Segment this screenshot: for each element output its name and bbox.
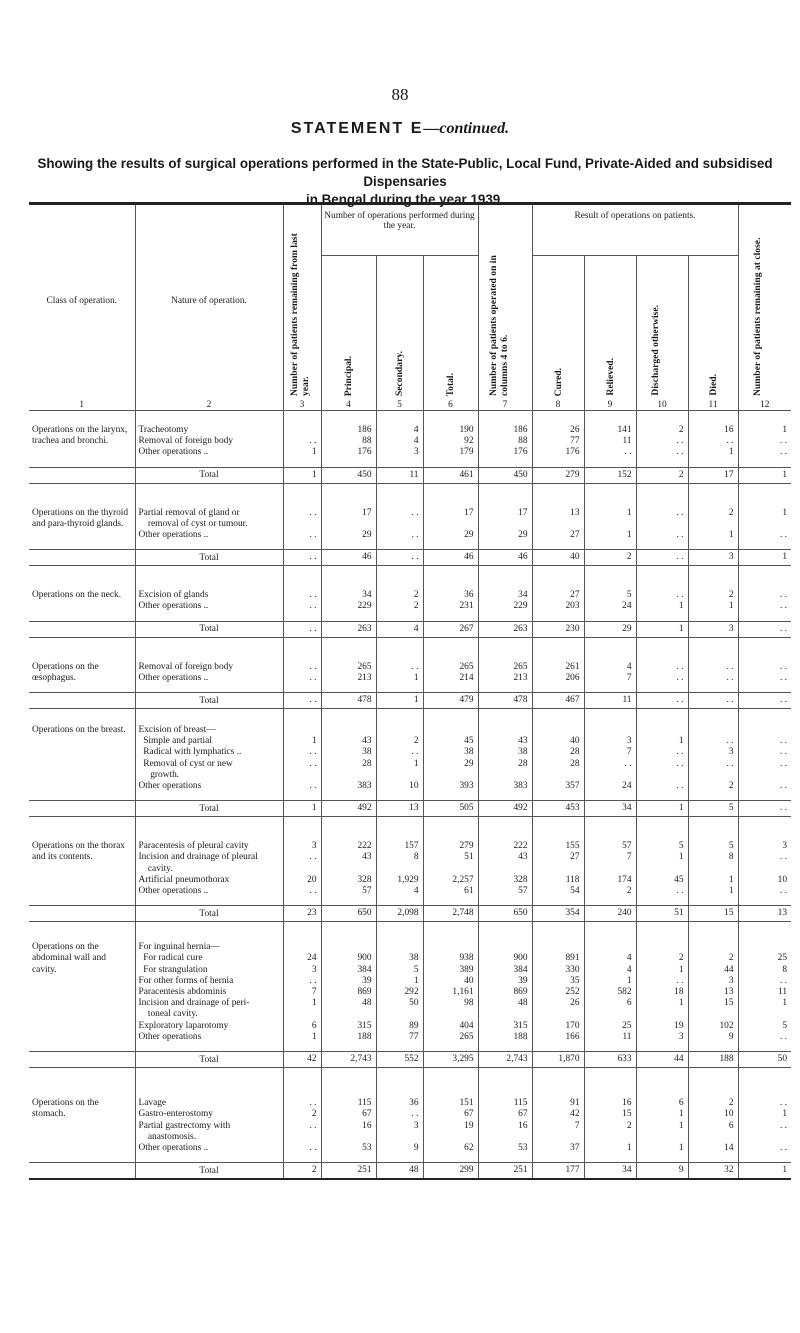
section-total-col-6: 479 [423, 693, 478, 709]
section-values-col-7: 17 29 [478, 508, 532, 542]
section-total-col-9: 633 [584, 1052, 636, 1068]
section-total-col-3: 23 [283, 906, 321, 922]
section-total-col-12: 1 [738, 550, 791, 566]
section-total-row [29, 693, 791, 709]
section-values-col-12: 25 8 . . 11 1 5 . . [777, 953, 788, 1042]
section-values-col-12: 1 . . [779, 507, 788, 541]
section-values-col-6: 279 51 2,257 61 [423, 841, 478, 897]
section-values-col-5: . . . . [376, 508, 423, 542]
column-number-9: 9 [584, 396, 636, 411]
section-total-col-4: 2,743 [321, 1052, 376, 1068]
section-row [29, 425, 791, 459]
section-total-col-11: 188 [688, 1052, 738, 1068]
section-total-col-7: 450 [478, 467, 532, 483]
section-values-col-10: . . . . [636, 508, 688, 542]
section-values-col-5: 2 2 [376, 590, 423, 612]
section-values-col-11: 2 1 [688, 590, 738, 612]
subtitle-line-2: in Bengal during the year 1939. [306, 192, 504, 207]
section-class: Operations on the œsophagus. [29, 662, 135, 684]
table-body [29, 411, 791, 1180]
section-values-col-3: 24 3 . . 7 1 6 1 [283, 942, 321, 1043]
total-label: Total [135, 1052, 283, 1068]
section-total-col-11: 3 [688, 621, 738, 637]
section-values-col-4: 115 67 16 53 [321, 1098, 376, 1154]
section-total-col-6: 2,748 [423, 906, 478, 922]
total-label: Total [135, 467, 283, 483]
section-class: Operations on the thyroid and para-thyroid glands. [29, 508, 135, 542]
section-values-col-9: 141 11 . . [584, 425, 636, 459]
section-values-col-10: 1 . . . . . . [636, 725, 688, 792]
section-values-col-8: 40 28 28 357 [532, 725, 584, 792]
section-total-col-11: 32 [688, 1163, 738, 1180]
header-died: Died. [688, 256, 738, 397]
section-spacer [29, 709, 791, 726]
section-total-col-9: 152 [584, 467, 636, 483]
section-values-col-10: 2 . . . . [636, 425, 688, 459]
section-gap [29, 792, 791, 801]
statement-title-main: STATEMENT E [290, 120, 424, 137]
section-values-col-9: 16 15 2 1 [584, 1098, 636, 1154]
section-total-col-9: 2 [584, 550, 636, 566]
header-total: Total. [423, 256, 478, 397]
section-values-col-11: 5 8 1 1 [688, 841, 738, 897]
column-number-12: 12 [760, 400, 770, 410]
section-total-col-12: 1 [738, 1163, 791, 1180]
section-values-col-5: 36 . . 3 9 [376, 1098, 423, 1154]
section-total-col-3: 1 [283, 801, 321, 817]
section-total-col-12: 13 [738, 906, 791, 922]
section-gap [29, 613, 791, 622]
section-nature: Removal of foreign body Other operations .. [135, 662, 283, 684]
section-spacer [29, 637, 791, 662]
section-total-col-4: 251 [321, 1163, 376, 1180]
statement-title-continued: —continued. [423, 120, 510, 137]
section-values-col-11: 2 10 6 14 [688, 1098, 738, 1154]
section-total-col-10: 2 [636, 467, 688, 483]
section-total-col-8: 467 [532, 693, 584, 709]
section-values-col-9: 5 24 [584, 590, 636, 612]
section-class: Operations on the stomach. [29, 1098, 135, 1154]
section-values-col-6: 17 29 [423, 508, 478, 542]
section-total-col-8: 177 [532, 1163, 584, 1180]
section-values-col-6: 151 67 19 62 [423, 1098, 478, 1154]
section-gap [29, 459, 791, 468]
section-total-col-11: 15 [688, 906, 738, 922]
section-class: Operations on the breast. [29, 725, 135, 792]
section-total-col-10: 51 [636, 906, 688, 922]
total-label: Total [135, 693, 283, 709]
section-values-col-9: 3 7 . . 24 [584, 725, 636, 792]
section-nature: Lavage Gastro-enterostomy Partial gastrectomy with anastomosis. Other operations .. [135, 1098, 283, 1154]
section-total-col-11: . . [688, 693, 738, 709]
header-result-group: Result of operations on patients. [532, 204, 738, 256]
column-number-7: 7 [478, 396, 532, 411]
column-number-8: 8 [532, 396, 584, 411]
section-spacer [29, 817, 791, 842]
section-nature: For inguinal hernia— For radical cure For strangulation For other forms of hernia Paracentesis abdominis Incision and drainage of peri- toneal cavity. Exploratory laparotomy Other operations [135, 942, 283, 1043]
section-values-col-4: 222 43 328 57 [321, 841, 376, 897]
section-values-col-10: . . . . [636, 662, 688, 684]
section-values-col-11: 2 44 3 13 15 102 9 [688, 942, 738, 1043]
section-total-col-5: . . [376, 550, 423, 566]
section-total-col-5: 13 [376, 801, 423, 817]
section-values-col-9: 57 7 174 2 [584, 841, 636, 897]
section-values-col-3: 1 . . . . . . [283, 725, 321, 792]
section-class: Operations on the thorax and its contents. [29, 841, 135, 897]
header-remaining-last-year: Number of patients remaining from last year. [283, 204, 321, 397]
section-total-col-9: 34 [584, 1163, 636, 1180]
section-total-col-5: 48 [376, 1163, 423, 1180]
section-values-col-10: 6 1 1 1 [636, 1098, 688, 1154]
column-number-4: 4 [321, 396, 376, 411]
section-total-col-3: . . [283, 693, 321, 709]
section-total-col-8: 1,870 [532, 1052, 584, 1068]
section-row [29, 841, 791, 897]
section-values-col-12: 1 . . . . [779, 425, 788, 458]
section-total-row [29, 467, 791, 483]
column-number-6: 6 [423, 396, 478, 411]
section-total-col-8: 230 [532, 621, 584, 637]
header-discharged-otherwise: Discharged otherwise. [636, 256, 688, 397]
section-total-col-8: 40 [532, 550, 584, 566]
section-values-col-3: . . . . [283, 590, 321, 612]
section-class: Operations on the larynx, trachea and bronchi. [29, 425, 135, 459]
section-total-row [29, 550, 791, 566]
section-values-col-5: 157 8 1,929 4 [376, 841, 423, 897]
section-total-col-10: . . [636, 550, 688, 566]
section-total-col-5: 2,098 [376, 906, 423, 922]
header-cured: Cured. [532, 256, 584, 397]
header-performed-group: Number of operations performed during the year. [321, 204, 478, 256]
section-values-col-3: . . 1 [283, 425, 321, 459]
section-total-col-3: . . [283, 621, 321, 637]
section-total-col-3: 2 [283, 1163, 321, 1180]
column-number-10: 10 [636, 396, 688, 411]
section-values-col-3: . . . . [283, 662, 321, 684]
section-values-col-5: 2 . . 1 10 [376, 725, 423, 792]
section-values-col-8: 891 330 35 252 26 170 166 [532, 942, 584, 1043]
column-number-11: 11 [688, 396, 738, 411]
section-total-row [29, 621, 791, 637]
section-values-col-7: 222 43 328 57 [478, 841, 532, 897]
section-values-col-9: 1 1 [584, 508, 636, 542]
section-values-col-7: 43 38 28 383 [478, 725, 532, 792]
section-total-col-9: 29 [584, 621, 636, 637]
section-total-col-11: 17 [688, 467, 738, 483]
section-values-col-5: 4 4 3 [376, 425, 423, 459]
section-row [29, 1098, 791, 1154]
section-total-col-12: . . [738, 621, 791, 637]
section-total-col-5: 4 [376, 621, 423, 637]
section-values-col-7: 900 384 39 869 48 315 188 [478, 942, 532, 1043]
section-total-col-3: . . [283, 550, 321, 566]
section-row [29, 662, 791, 684]
section-values-col-6: 45 38 29 393 [423, 725, 478, 792]
section-total-col-9: 11 [584, 693, 636, 709]
section-values-col-7: 265 213 [478, 662, 532, 684]
table-header [29, 204, 791, 411]
section-values-col-6: 36 231 [423, 590, 478, 612]
section-values-col-12: . . 1 . . . . [779, 1098, 788, 1153]
section-row [29, 508, 791, 542]
section-total-col-10: 1 [636, 801, 688, 817]
section-total-col-3: 42 [283, 1052, 321, 1068]
section-total-row [29, 1052, 791, 1068]
section-values-col-10: 5 1 45 . . [636, 841, 688, 897]
header-relieved: Relieved. [584, 256, 636, 397]
section-values-col-12: . . . . . . . . [779, 736, 788, 792]
section-values-col-8: 13 27 [532, 508, 584, 542]
section-values-col-4: 900 384 39 869 48 315 188 [321, 942, 376, 1043]
section-values-col-10: . . 1 [636, 590, 688, 612]
section-total-col-11: 5 [688, 801, 738, 817]
section-values-col-5: . . 1 [376, 662, 423, 684]
section-values-col-7: 34 229 [478, 590, 532, 612]
section-values-col-7: 115 67 16 53 [478, 1098, 532, 1154]
section-total-col-12: 50 [738, 1052, 791, 1068]
section-total-col-5: 11 [376, 467, 423, 483]
section-total-row [29, 906, 791, 922]
section-total-col-8: 453 [532, 801, 584, 817]
section-values-col-6: 938 389 40 1,161 98 404 265 [423, 942, 478, 1043]
section-spacer [29, 1068, 791, 1099]
section-values-col-11: 16 . . 1 [688, 425, 738, 459]
section-values-col-8: 26 77 176 [532, 425, 584, 459]
section-total-col-5: 1 [376, 693, 423, 709]
section-values-col-5: 38 5 1 292 50 89 77 [376, 942, 423, 1043]
section-total-col-4: 450 [321, 467, 376, 483]
section-values-col-12: . . . . [779, 661, 788, 683]
section-total-col-4: 650 [321, 906, 376, 922]
section-total-col-11: 3 [688, 550, 738, 566]
section-values-col-11: . . 3 . . 2 [688, 725, 738, 792]
total-label: Total [135, 1163, 283, 1180]
section-values-col-6: 190 92 179 [423, 425, 478, 459]
section-spacer [29, 411, 791, 426]
column-number-5: 5 [376, 396, 423, 411]
section-total-col-6: 3,295 [423, 1052, 478, 1068]
header-nature-of-operation: Nature of operation. [135, 204, 283, 397]
section-row [29, 590, 791, 612]
section-total-col-7: 251 [478, 1163, 532, 1180]
section-total-col-7: 492 [478, 801, 532, 817]
operations-table [29, 202, 791, 1180]
column-number-2: 2 [135, 396, 283, 411]
section-total-col-9: 240 [584, 906, 636, 922]
section-total-col-4: 478 [321, 693, 376, 709]
section-values-col-12: . . . . [779, 590, 788, 612]
section-total-col-10: . . [636, 693, 688, 709]
section-total-col-6: 299 [423, 1163, 478, 1180]
header-principal: Principal. [321, 256, 376, 397]
section-values-col-6: 265 214 [423, 662, 478, 684]
section-total-col-4: 46 [321, 550, 376, 566]
section-values-col-3: . . 2 . . . . [283, 1098, 321, 1154]
section-total-col-8: 279 [532, 467, 584, 483]
section-total-col-7: 650 [478, 906, 532, 922]
section-nature: Paracentesis of pleural cavity Incision and drainage of pleural cavity. Artificial pneumothorax Other operations .. [135, 841, 283, 897]
section-total-col-4: 492 [321, 801, 376, 817]
subtitle-line-1: Showing the results of surgical operations performed in the State-Public, Local Fund, Private-Aided and subsidised Dispensaries [37, 156, 773, 189]
section-row [29, 725, 791, 792]
header-class-of-operation: Class of operation. [29, 204, 135, 397]
section-values-col-4: 186 88 176 [321, 425, 376, 459]
header-patients-operated-on: Number of patients operated on in columns 4 to 6. [478, 204, 532, 397]
section-total-row [29, 801, 791, 817]
section-total-col-7: 46 [478, 550, 532, 566]
section-gap [29, 1154, 791, 1163]
total-label: Total [135, 621, 283, 637]
section-total-col-6: 46 [423, 550, 478, 566]
section-values-col-9: 4 4 1 582 6 25 11 [584, 942, 636, 1043]
statement-subtitle [20, 155, 790, 209]
page-number: 88 [391, 85, 409, 104]
column-number-1: 1 [29, 396, 135, 411]
section-total-col-6: 267 [423, 621, 478, 637]
section-values-col-4: 17 29 [321, 508, 376, 542]
section-gap [29, 541, 791, 550]
section-values-col-4: 34 229 [321, 590, 376, 612]
section-values-col-3: 3 . . 20 . . [283, 841, 321, 897]
section-total-col-4: 263 [321, 621, 376, 637]
section-total-col-7: 478 [478, 693, 532, 709]
total-label: Total [135, 801, 283, 817]
section-total-col-10: 9 [636, 1163, 688, 1180]
section-spacer [29, 922, 791, 943]
section-gap [29, 1043, 791, 1052]
section-total-col-5: 552 [376, 1052, 423, 1068]
section-class: Operations on the neck. [29, 590, 135, 612]
header-remaining-at-close: Number of patients remaining at close. [751, 237, 763, 396]
section-values-col-8: 261 206 [532, 662, 584, 684]
section-class: Operations on the abdominal wall and cavity. [29, 942, 135, 1043]
section-total-col-7: 263 [478, 621, 532, 637]
column-number-3: 3 [283, 396, 321, 411]
section-total-col-10: 44 [636, 1052, 688, 1068]
section-values-col-12: 3 . . 10 . . [777, 841, 788, 897]
section-gap [29, 684, 791, 693]
section-values-col-3: . . . . [283, 508, 321, 542]
section-spacer [29, 566, 791, 591]
section-values-col-9: 4 7 [584, 662, 636, 684]
section-total-col-10: 1 [636, 621, 688, 637]
section-total-col-6: 505 [423, 801, 478, 817]
section-values-col-8: 155 27 118 54 [532, 841, 584, 897]
section-nature: Partial removal of gland or removal of cyst or tumour. Other operations .. [135, 508, 283, 542]
section-total-row [29, 1163, 791, 1180]
section-total-col-7: 2,743 [478, 1052, 532, 1068]
section-nature: Excision of breast— Simple and partial Radical with lymphatics .. Removal of cyst or new growth. Other operations [135, 725, 283, 792]
section-gap [29, 897, 791, 906]
section-total-col-12: . . [738, 801, 791, 817]
section-values-col-7: 186 88 176 [478, 425, 532, 459]
section-total-col-12: 1 [738, 467, 791, 483]
statement-title [0, 120, 800, 138]
section-row [29, 942, 791, 1043]
section-values-col-8: 27 203 [532, 590, 584, 612]
section-values-col-4: 265 213 [321, 662, 376, 684]
section-total-col-3: 1 [283, 467, 321, 483]
header-secondary: Secondary. [376, 256, 423, 397]
section-nature: Excision of glands Other operations .. [135, 590, 283, 612]
section-values-col-8: 91 42 7 37 [532, 1098, 584, 1154]
total-label: Total [135, 906, 283, 922]
section-values-col-11: 2 1 [688, 508, 738, 542]
section-spacer [29, 483, 791, 508]
section-nature: Tracheotomy Removal of foreign body Other operations .. [135, 425, 283, 459]
total-label: Total [135, 550, 283, 566]
section-total-col-6: 461 [423, 467, 478, 483]
section-values-col-4: 43 38 28 383 [321, 725, 376, 792]
section-total-col-8: 354 [532, 906, 584, 922]
section-total-col-12: . . [738, 693, 791, 709]
section-values-col-11: . . . . [688, 662, 738, 684]
section-total-col-9: 34 [584, 801, 636, 817]
section-values-col-10: 2 1 . . 18 1 19 3 [636, 942, 688, 1043]
